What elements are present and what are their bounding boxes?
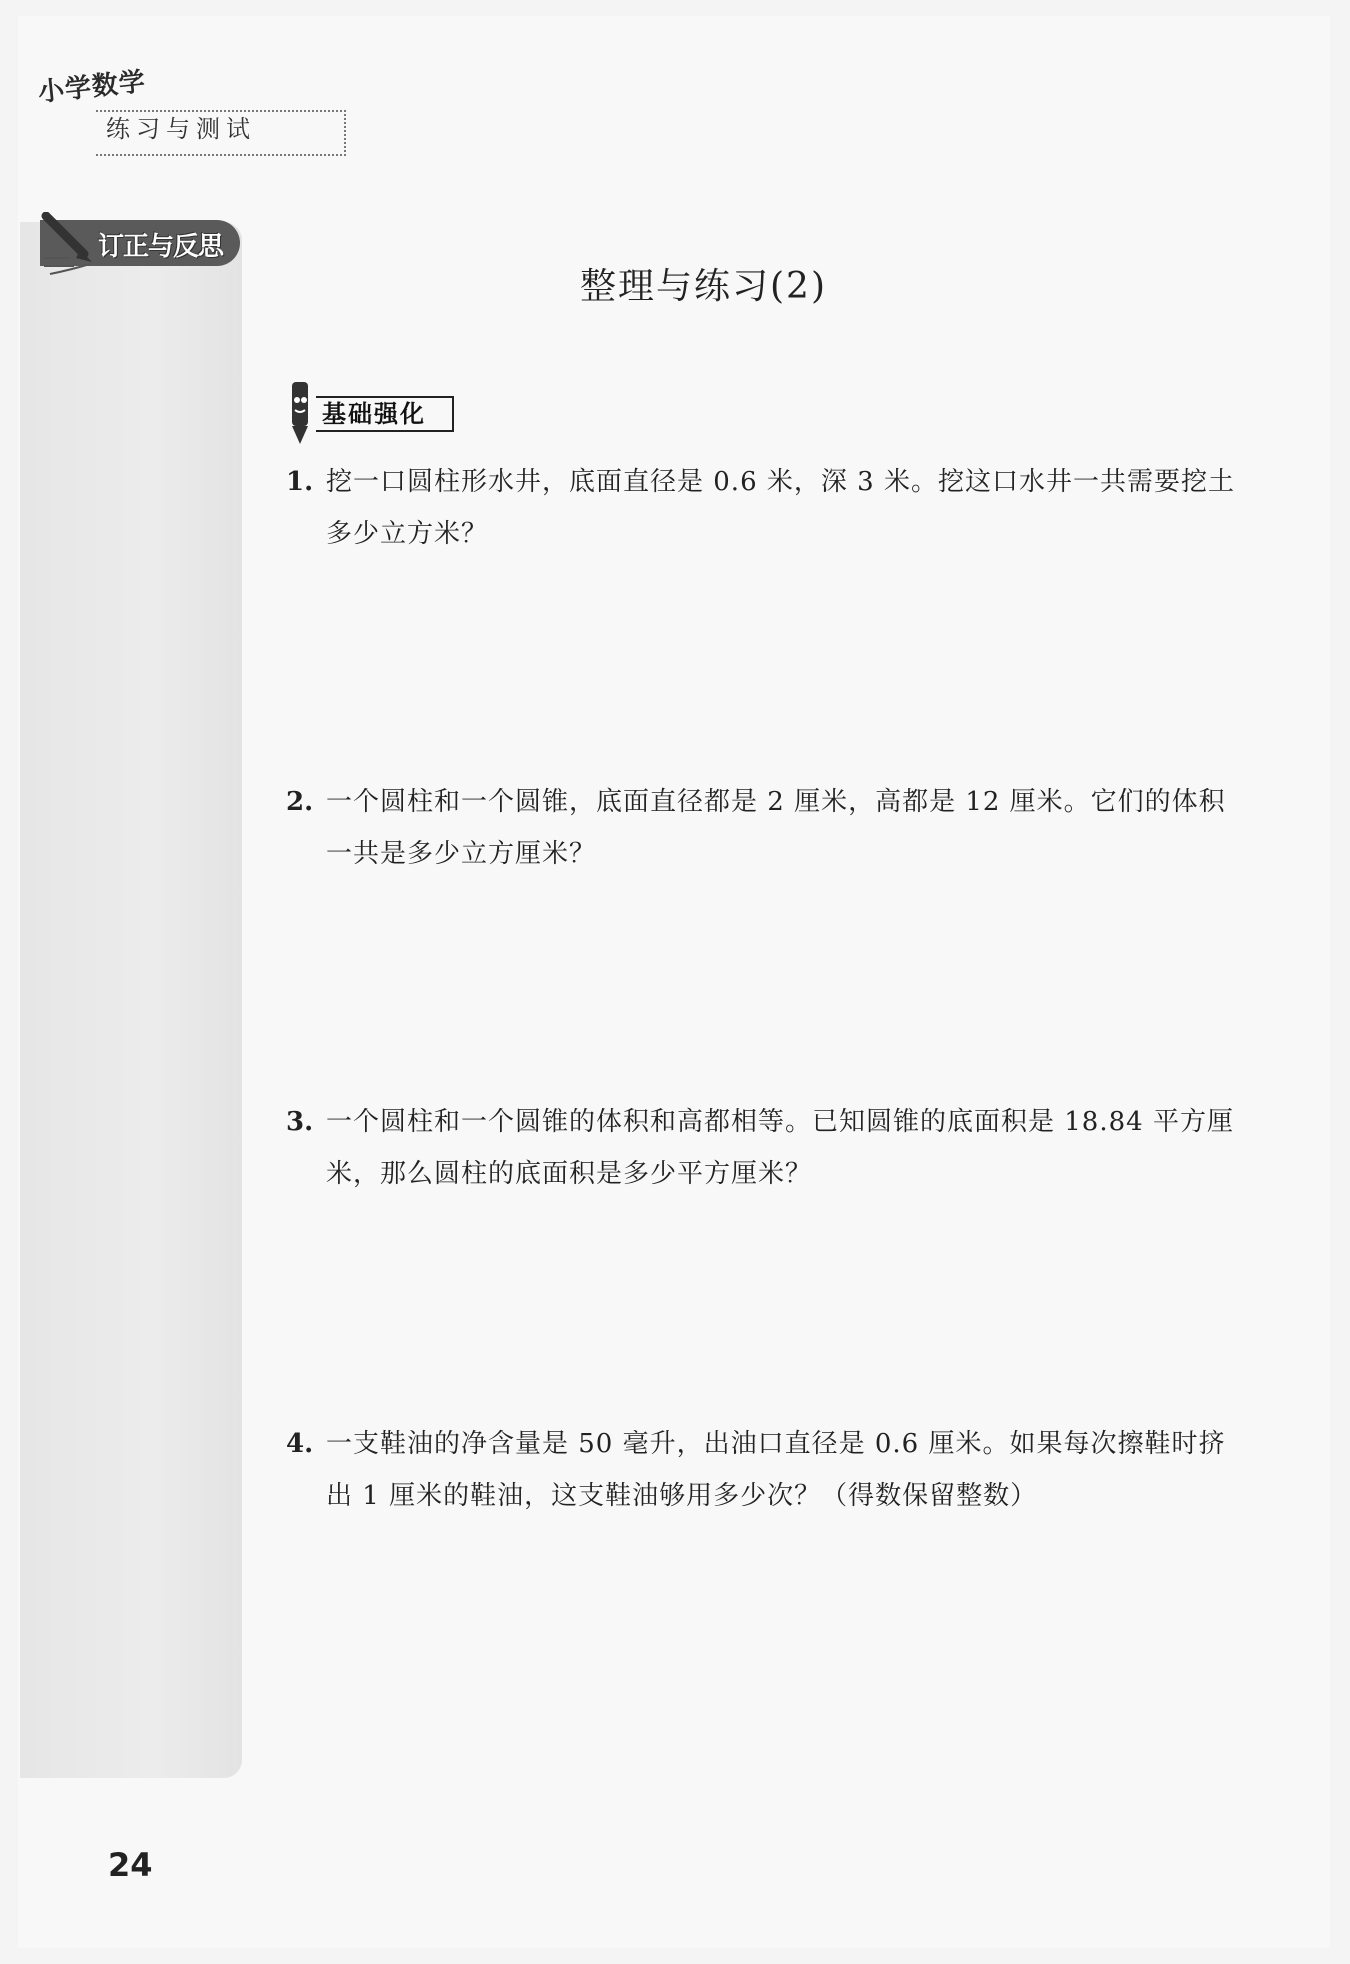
correction-sidebar (20, 222, 242, 1778)
pencil-icon (40, 212, 110, 282)
brand-header (36, 66, 256, 143)
question-number: 1. (286, 467, 314, 497)
page-number: 24 (108, 1846, 153, 1884)
question-text: 一个圆柱和一个圆锥，底面直径都是 2 厘米，高都是 12 厘米。它们的体积一共是多少立方厘米？ (326, 787, 1226, 869)
question-3 (286, 1096, 1246, 1200)
section-label: 基础强化 (316, 396, 454, 432)
brand-title: 小学数学 (36, 66, 148, 109)
sidebar-tab-label: 订正与反思 (98, 232, 224, 262)
question-2 (286, 776, 1246, 880)
question-text: 一支鞋油的净含量是 50 毫升，出油口直径是 0.6 厘米。如果每次擦鞋时挤出 1 厘米的鞋油，这支鞋油够用多少次？（得数保留整数） (326, 1429, 1226, 1511)
page-title: 整理与练习(2) (580, 266, 827, 307)
question-text: 一个圆柱和一个圆锥的体积和高都相等。已知圆锥的底面积是 18.84 平方厘米，那么圆柱的底面积是多少平方厘米？ (326, 1107, 1234, 1189)
question-4 (286, 1418, 1246, 1522)
question-1 (286, 456, 1246, 560)
question-text: 挖一口圆柱形水井，底面直径是 0.6 米，深 3 米。挖这口水井一共需要挖土多少立方米？ (326, 467, 1235, 549)
question-number: 3. (286, 1107, 314, 1137)
section-badge (282, 378, 462, 438)
question-number: 2. (286, 787, 314, 817)
brand-subtitle: 练习与测试 (96, 110, 346, 156)
question-number: 4. (286, 1429, 314, 1459)
